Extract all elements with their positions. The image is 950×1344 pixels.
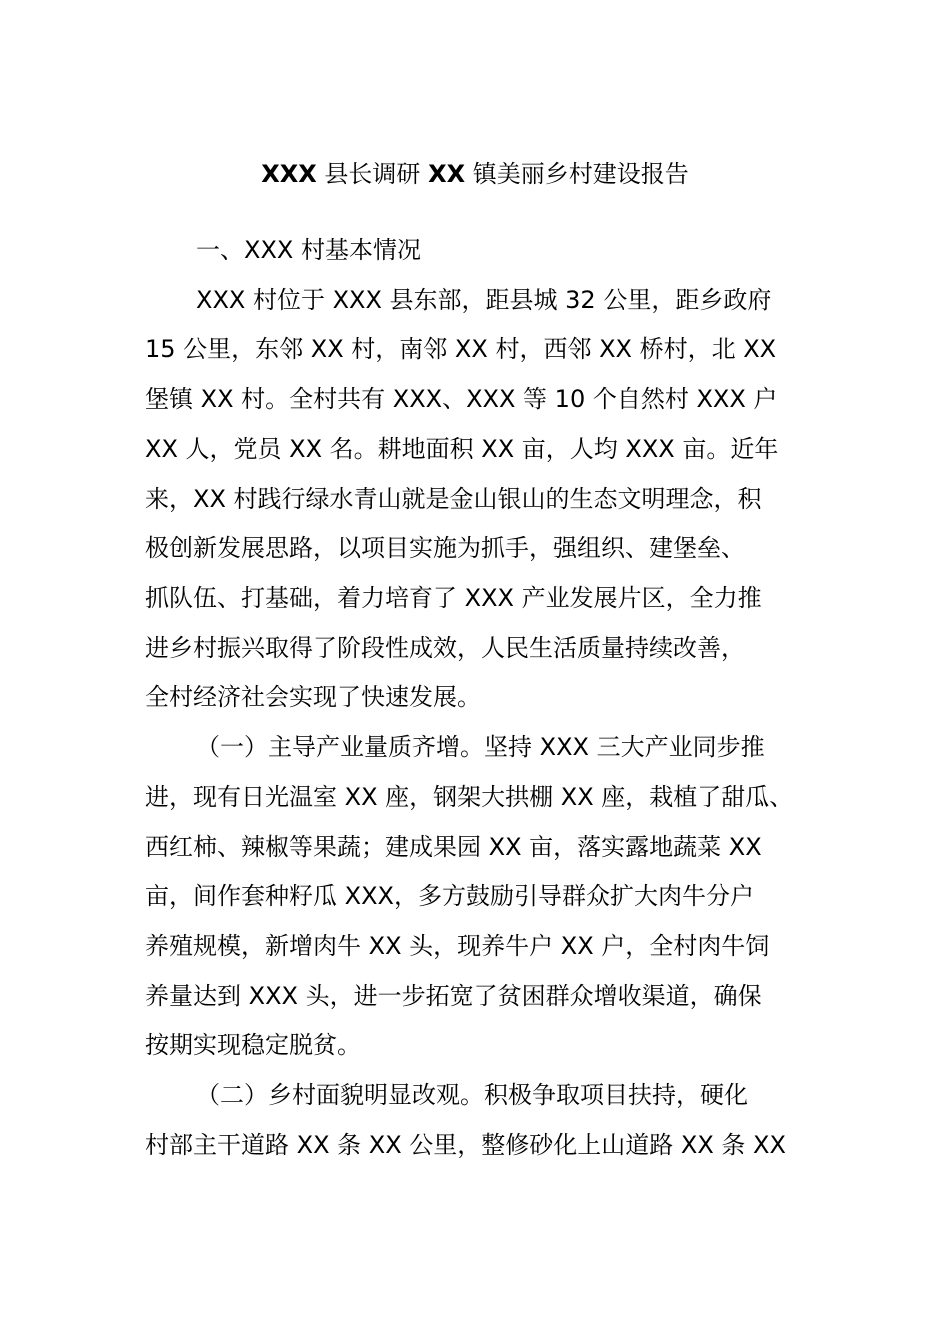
paragraph-line: 进乡村振兴取得了阶段性成效，人民生活质量持续改善， xyxy=(145,634,745,662)
paragraph-line: 进，现有日光温室 XX 座，钢架大拱棚 XX 座，栽植了甜瓜、 xyxy=(145,783,794,811)
paragraph-line: 来，XX 村践行绿水青山就是金山银山的生态文明理念，积 xyxy=(145,485,762,513)
paragraph-line: 极创新发展思路，以项目实施为抓手，强组织、建堡垒、 xyxy=(145,534,745,562)
document-title xyxy=(0,156,950,192)
paragraph-line: 亩，间作套种籽瓜 XXX，多方鼓励引导群众扩大肉牛分户 xyxy=(145,882,754,910)
paragraph-line: （一）主导产业量质齐增。坚持 XXX 三大产业同步推 xyxy=(196,733,765,761)
paragraph-line: 堡镇 XX 村。全村共有 XXX、XXX 等 10 个自然村 XXX 户 xyxy=(145,385,778,413)
paragraph-line: 村部主干道路 XX 条 XX 公里，整修砂化上山道路 XX 条 XX xyxy=(145,1131,786,1159)
paragraph-line: 15 公里，东邻 XX 村，南邻 XX 村，西邻 XX 桥村，北 XX xyxy=(145,335,777,363)
title-part: 县长调研 xyxy=(316,160,429,188)
paragraph-line: 按期实现稳定脱贫。 xyxy=(145,1031,361,1059)
paragraph-line: 全村经济社会实现了快速发展。 xyxy=(145,683,481,711)
title-part: 镇美丽乡村建设报告 xyxy=(465,160,689,188)
paragraph-line: XXX 村位于 XXX 县东部，距县城 32 公里，距乡政府 xyxy=(196,286,772,314)
paragraph-line: 养量达到 XXX 头，进一步拓宽了贫困群众增收渠道，确保 xyxy=(145,982,762,1010)
paragraph-line: XX 人，党员 XX 名。耕地面积 XX 亩，人均 XXX 亩。近年 xyxy=(145,435,779,463)
paragraph-line: 西红柿、辣椒等果蔬；建成果园 XX 亩，落实露地蔬菜 XX xyxy=(145,833,762,861)
title-part: XX xyxy=(428,160,466,188)
paragraph-line: 养殖规模，新增肉牛 XX 头，现养牛户 XX 户，全村肉牛饲 xyxy=(145,932,770,960)
title-part: XXX xyxy=(261,160,317,188)
paragraph-line: 抓队伍、打基础，着力培育了 XXX 产业发展片区，全力推 xyxy=(145,584,762,612)
section-heading: 一、XXX 村基本情况 xyxy=(196,236,421,264)
paragraph-line: （二）乡村面貌明显改观。积极争取项目扶持，硬化 xyxy=(196,1081,748,1109)
